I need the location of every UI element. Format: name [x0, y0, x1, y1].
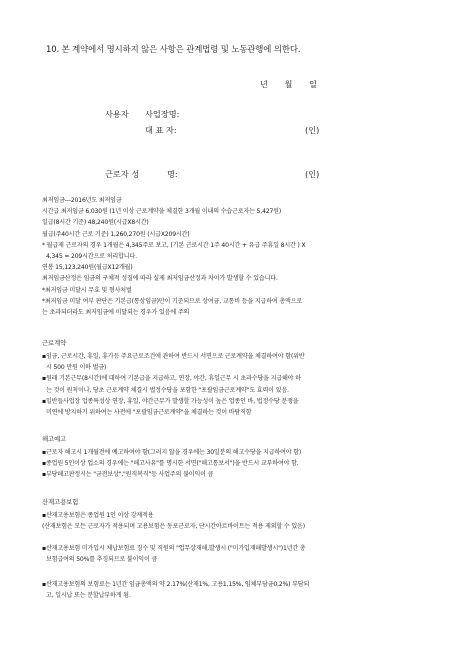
dismissal-heading: 해고예고: [42, 435, 67, 443]
insurance-line: ▪산재고용보험의 보험료는 1년간 임금총액의 약 2.17%(산재1%, 고용1,15%, 임체부담금0,2%) 부담되: [42, 581, 310, 588]
worker-name-label: 명:: [167, 169, 178, 179]
employer-role-label: 사용자: [105, 109, 129, 119]
employer-rep-label: 대 표 자:: [145, 125, 177, 135]
insurance-line: (산재보험은 모든 근로자가 적용되며 고용보험은 동포근로자, 단시간아르바이트는 적용 제외할 수 있음): [42, 523, 305, 531]
employer-company-label: 사업장명:: [145, 109, 180, 119]
insurance-section-3: [42, 579, 309, 601]
contract-line: ▪임금, 근로시간, 휴일, 휴가등 주요근로조건에 관하여 반드시 서면으로 근로계약을 체결하여야 함(위반: [42, 353, 305, 360]
min-wage-line: 최저임금산정은 임금의 구체적 성질에 따라 실제 최저임금산정과 차이가 발생할 수 있습니다.: [42, 275, 278, 283]
insurance-line: ▪산재고용보험은 종업원 1인 이상 강제적용: [42, 512, 154, 519]
min-wage-line: * 월급제 근로자의 경우 1개월은 4,345주로 보고, (기본 근로시간 1주 40시간 + 유급 주휴일 8시간 ) X: [42, 241, 306, 249]
insurance-heading: 산재고용보험: [42, 498, 79, 506]
date-line: 년 월 일: [260, 79, 317, 89]
insurance-section-2: [42, 543, 306, 565]
contract-line: ▪원래 기본근무(8시간)에 대하여 기본급을 지급하고, 연장, 야간, 휴일근무 시 초과수당을 지급해야 하: [42, 375, 301, 383]
employer-seal: (인): [305, 125, 320, 135]
min-wage-line: 4,345 = 209시간으로 처리합니다.: [46, 253, 137, 261]
min-wage-line: *최저임금 미달시 무효 및 형사처벌: [42, 286, 132, 294]
contract-heading: 근로계약: [42, 339, 67, 347]
dismissal-line: ▪부당해고판정시는 "금전보상","원직복직"등 사업주의 불이익이 큼: [42, 471, 214, 479]
contract-line: 시 500 만원 이하 벌금): [46, 364, 107, 372]
min-wage-line: 일급(8시간 기준) 48,240원(시급X8시간): [42, 219, 149, 227]
min-wage-section: [42, 195, 306, 318]
min-wage-line: 시간급 최저임금 6,030원 (1년 이상 근로계약을 체결한 3개월 이내의 수습근로자는 5,427원): [42, 208, 282, 216]
contract-line: 미연에 방지하기 위하여는 사전에 "포괄임금근로계약"을 체결하는 것이 바람직함: [46, 409, 252, 417]
min-wage-line: 최저임금---2016년도 최저임금: [42, 197, 122, 204]
insurance-line: 보험급여의 50%를 추징되므로 불이익이 큼: [46, 556, 158, 564]
dismissal-line: ▪근로자 해고시 1개월전에 예고하여야 함(그러지 않을 경우에는 30일분의 해고수당을 지급하여야 함): [42, 449, 302, 456]
contract-section: [42, 351, 305, 418]
min-wage-line: *최저임금 미달 여부 판단은 기본급(통상임금)만이 기준되므로 상여금, 교통비 등을 지급하여 총액으로: [42, 297, 303, 305]
worker-seal: (인): [305, 169, 320, 179]
dismissal-section: [42, 447, 301, 481]
min-wage-line: 월급(주40시간 근로 기준) 1,260,270원 (시급X209시간): [42, 230, 190, 238]
insurance-line: ▪산재고용보험 미가입시 체납보험료 징수 및 직원의 "업무상재해,발생시 ("미가입재해발생시")1년간 총: [42, 545, 306, 552]
worker-label: 근로자 성: [105, 169, 140, 179]
contract-line: ▪일반들사업장 업종특성상 연장, 휴일, 야간근무가 발생할 가능성이 높은 업종인 바, 법정수당 분쟁을: [42, 397, 299, 405]
insurance-section-1: [42, 510, 305, 532]
min-wage-line: 연봉 15,123,240원(월급X12개월): [42, 264, 133, 272]
contract-line: 는 것이 원칙이나, 당초 근로계약 체결시 법정수당을 포함한 "포괄임금근로계약"도 효력이 있음.: [46, 386, 289, 394]
insurance-line: 고, 일시납 또는 분할납부하게 됨.: [46, 592, 131, 600]
clause-10: 10. 본 계약에서 명시하지 않은 사항은 관계법령 및 노동관행에 의한다.: [46, 44, 301, 54]
dismissal-line: ▪종업원 5인이상 업소의 경우에는 "해고사유"를 명시한 서면("해고통보서")을 반드시 교부하여야 함.: [42, 460, 299, 468]
min-wage-line: 는 초과되더라도 최저임금에 미달되는 경우가 있음에 주의: [42, 309, 190, 317]
